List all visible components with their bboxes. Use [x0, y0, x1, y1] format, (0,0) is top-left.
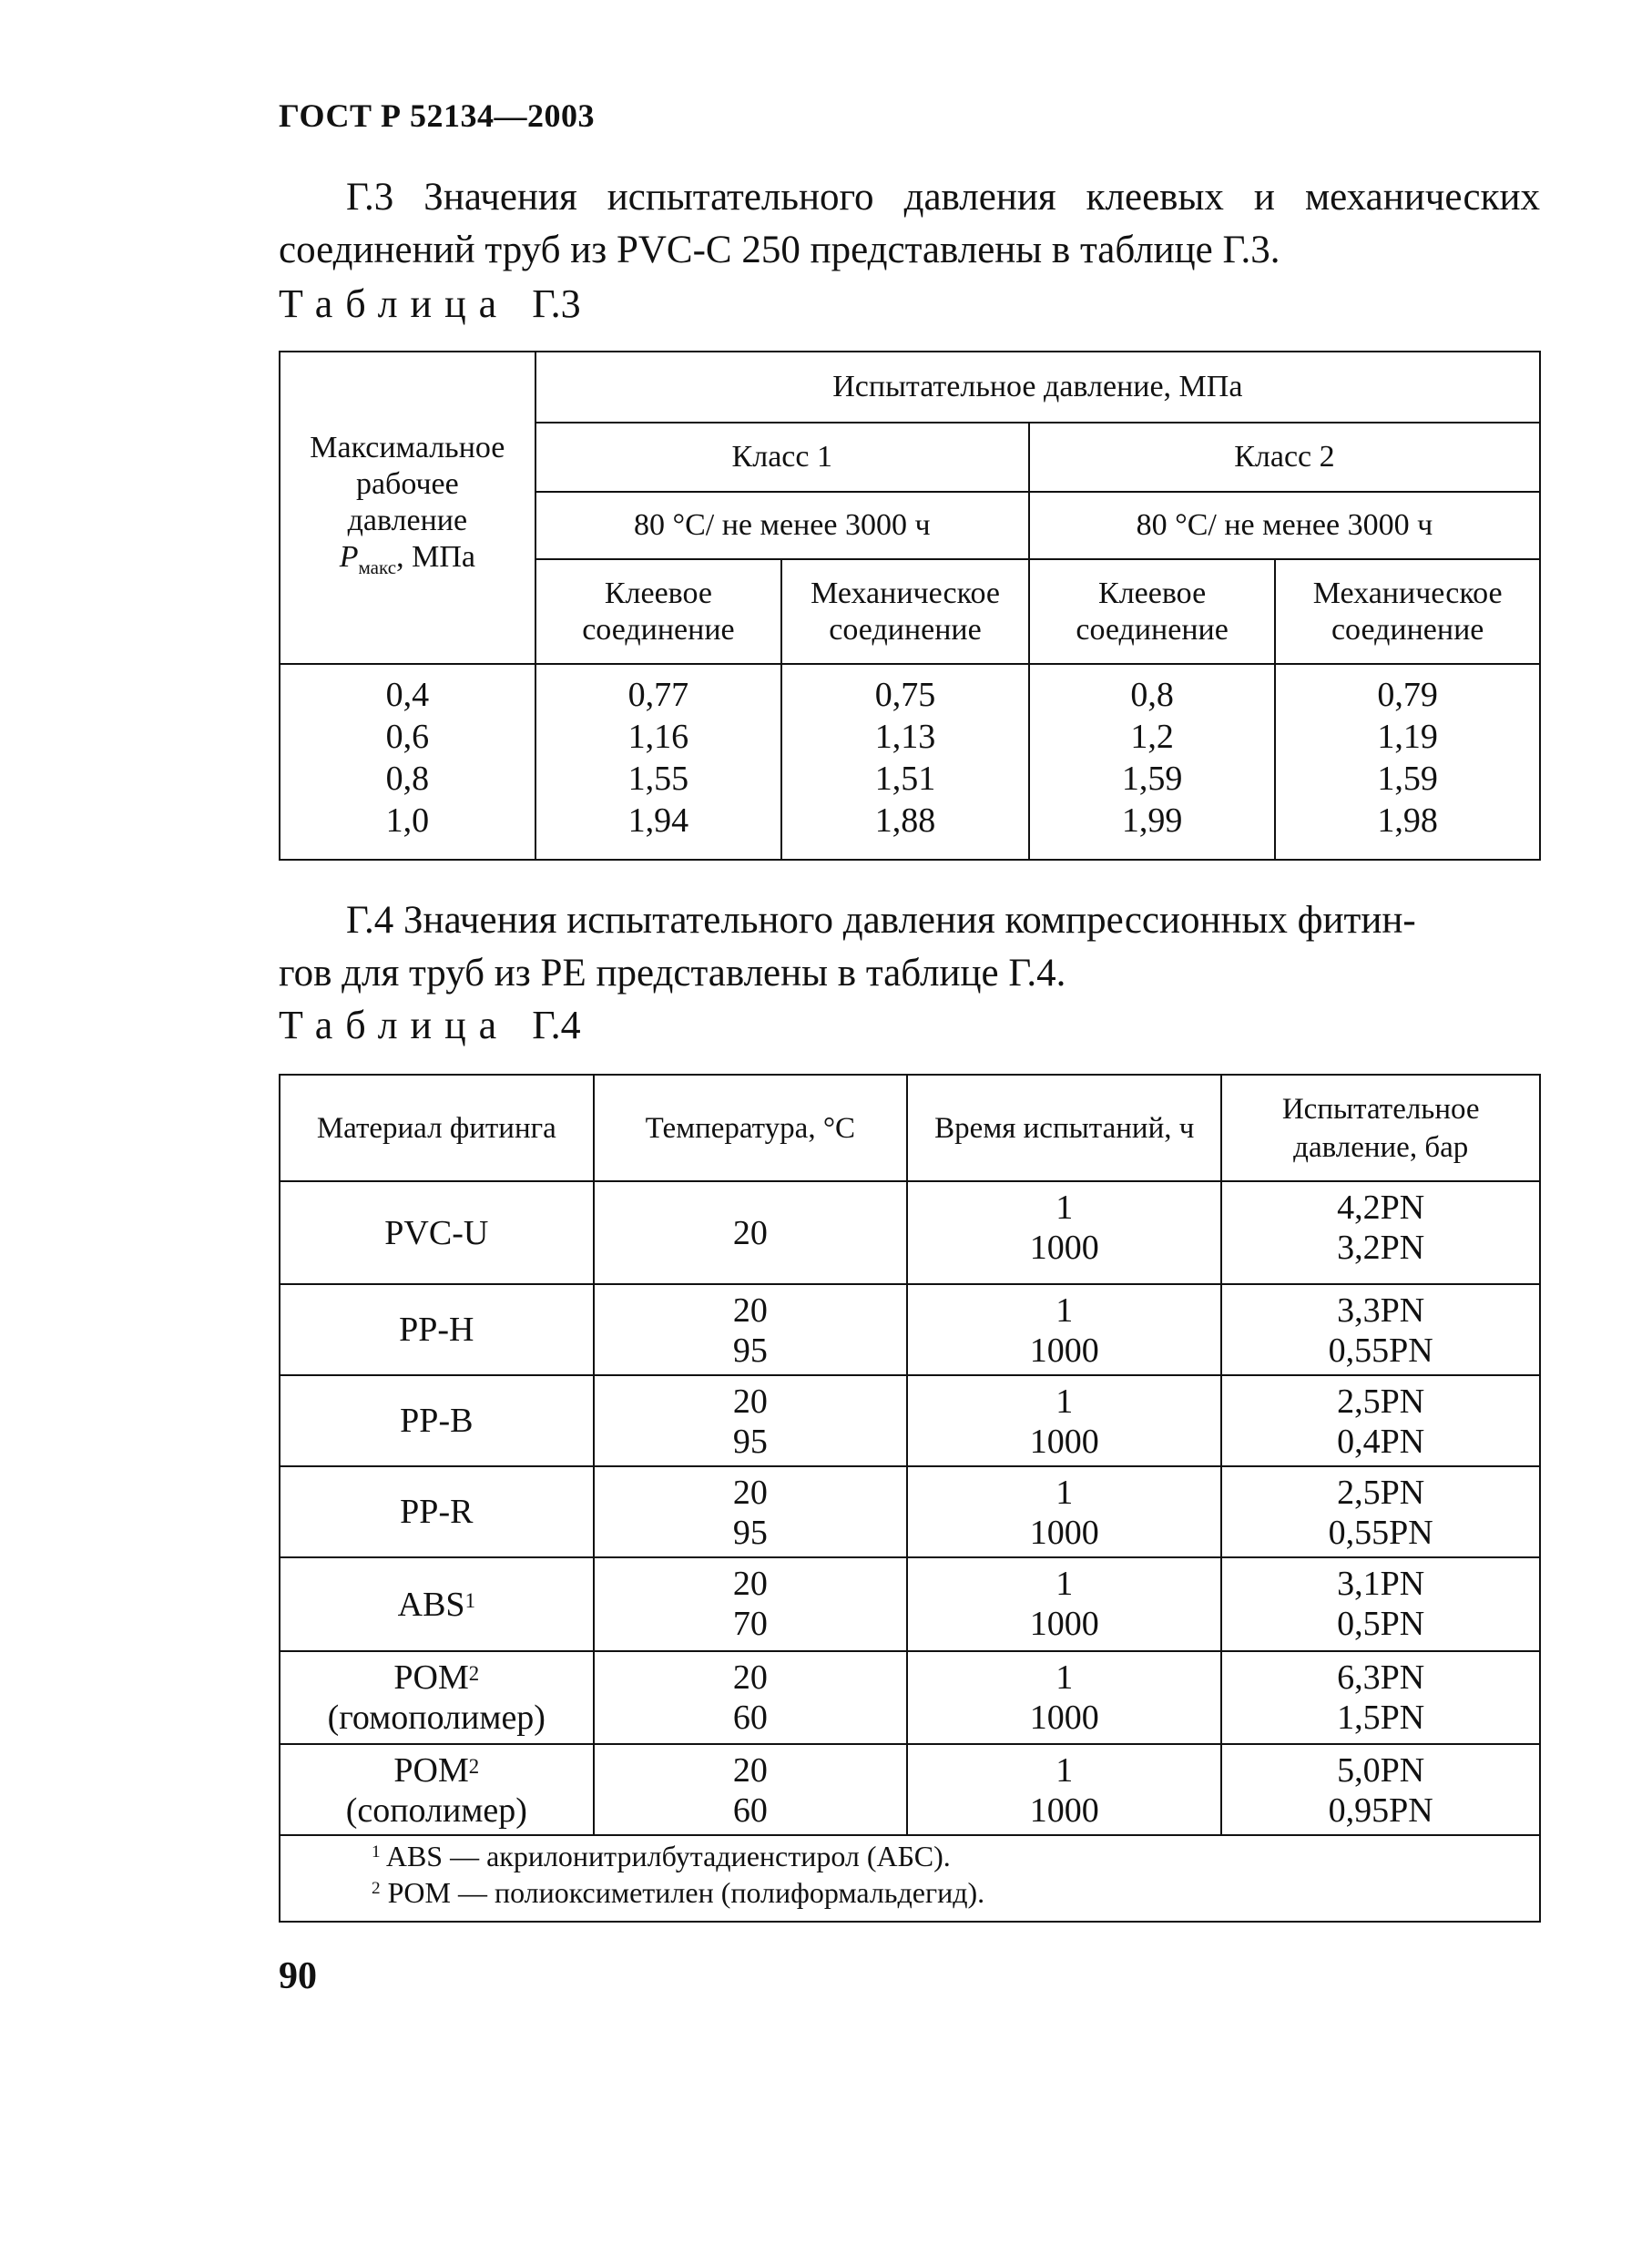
header-material: Материал фитинга — [280, 1075, 594, 1181]
table-caption-number: Г.3 — [532, 281, 581, 326]
pressure-cell: 2,5PN 0,55PN — [1221, 1466, 1540, 1557]
column-mech-2: 0,79 1,19 1,59 1,98 — [1275, 664, 1540, 860]
time-cell: 1 1000 — [907, 1557, 1221, 1651]
table-row — [280, 1181, 1540, 1284]
material-cell: POM$^2$ (гомополимер) — [280, 1651, 594, 1744]
time-cell: 1 1000 — [907, 1181, 1221, 1284]
table-caption-word: Таблица — [279, 1003, 510, 1047]
header-time: Время испытаний, ч — [907, 1075, 1221, 1181]
table-row — [280, 1557, 1540, 1651]
table-row — [280, 1466, 1540, 1557]
time-cell: 1 1000 — [907, 1284, 1221, 1375]
header-temperature: Температура, °С — [594, 1075, 907, 1181]
material-cell: POM$^2$ (сополимер) — [280, 1744, 594, 1835]
column-glue-1: 0,77 1,16 1,55 1,94 — [535, 664, 782, 860]
table-row — [280, 1375, 1540, 1466]
table-row — [280, 1744, 1540, 1835]
table-g4 — [279, 1074, 1541, 1923]
time-cell: 1 1000 — [907, 1744, 1221, 1835]
material-cell: PP-B — [280, 1375, 594, 1466]
material-cell: ABS$^1$ — [280, 1557, 594, 1651]
pressure-cell: 3,1PN 0,5PN — [1221, 1557, 1540, 1651]
temperature-cell: 20 95 — [594, 1466, 907, 1557]
temperature-cell: 20 60 — [594, 1744, 907, 1835]
header-glue-1: Клеевое соединение — [535, 559, 782, 664]
table-g3 — [279, 351, 1541, 861]
footnote-2: $^2$ POM — полиоксиметилен (полиформальдегид). — [372, 1876, 985, 1909]
table-row — [280, 1284, 1540, 1375]
time-cell: 1 1000 — [907, 1466, 1221, 1557]
header-glue-2: Клеевое соединение — [1029, 559, 1276, 664]
header-pressure: Испытательное давление, бар — [1221, 1075, 1540, 1181]
header-mech-2: Механическое соединение — [1275, 559, 1540, 664]
paragraph-g4: Г.4 Значения испытательного давления компрессионных фитин- гов для труб из PE представлены в таблице Г.4. — [279, 899, 1416, 995]
header-condition-2: 80 °C/ не менее 3000 ч — [1029, 492, 1540, 559]
material-cell: PP-R — [280, 1466, 594, 1557]
pressure-cell: 5,0PN 0,95PN — [1221, 1744, 1540, 1835]
material-cell: PP-H — [280, 1284, 594, 1375]
table-caption-number: Г.4 — [532, 1003, 581, 1047]
document-id: ГОСТ Р 52134—2003 — [279, 97, 595, 134]
page-number: 90 — [279, 1955, 317, 1997]
header-class-1: Класс 1 — [535, 423, 1029, 492]
temperature-cell: 20 60 — [594, 1651, 907, 1744]
pressure-cell: 2,5PN 0,4PN — [1221, 1375, 1540, 1466]
table-footnotes — [280, 1835, 1540, 1922]
table-row — [280, 1651, 1540, 1744]
header-mech-1: Механическое соединение — [781, 559, 1029, 664]
pressure-cell: 3,3PN 0,55PN — [1221, 1284, 1540, 1375]
time-cell: 1 1000 — [907, 1375, 1221, 1466]
table-caption-word: Таблица — [279, 281, 510, 326]
paragraph-g3: Г.3 Значения испытательного давления клеевых и механических соединений труб из PVC-C 250 представлены в таблице Г.3. — [279, 176, 1540, 271]
footnote-1: $^1$ ABS — акрилонитрилбутадиенстирол (АБС). — [372, 1840, 951, 1872]
pressure-cell: 4,2PN 3,2PN — [1221, 1181, 1540, 1284]
temperature-cell: 20 — [594, 1181, 907, 1284]
header-max-pressure: Максимальное рабочее давление $P_{макс}$, МПа — [280, 352, 535, 664]
table-g3-caption — [279, 281, 581, 327]
header-class-2: Класс 2 — [1029, 423, 1540, 492]
column-mech-1: 0,75 1,13 1,51 1,88 — [781, 664, 1029, 860]
temperature-cell: 20 95 — [594, 1284, 907, 1375]
header-condition-1: 80 °C/ не менее 3000 ч — [535, 492, 1029, 559]
column-max-pressure: 0,4 0,6 0,8 1,0 — [280, 664, 535, 860]
table-g4-caption — [279, 1002, 581, 1048]
pressure-cell: 6,3PN 1,5PN — [1221, 1651, 1540, 1744]
material-cell: PVC-U — [280, 1181, 594, 1284]
time-cell: 1 1000 — [907, 1651, 1221, 1744]
temperature-cell: 20 70 — [594, 1557, 907, 1651]
header-test-pressure: Испытательное давление, МПа — [535, 352, 1540, 423]
column-glue-2: 0,8 1,2 1,59 1,99 — [1029, 664, 1276, 860]
temperature-cell: 20 95 — [594, 1375, 907, 1466]
